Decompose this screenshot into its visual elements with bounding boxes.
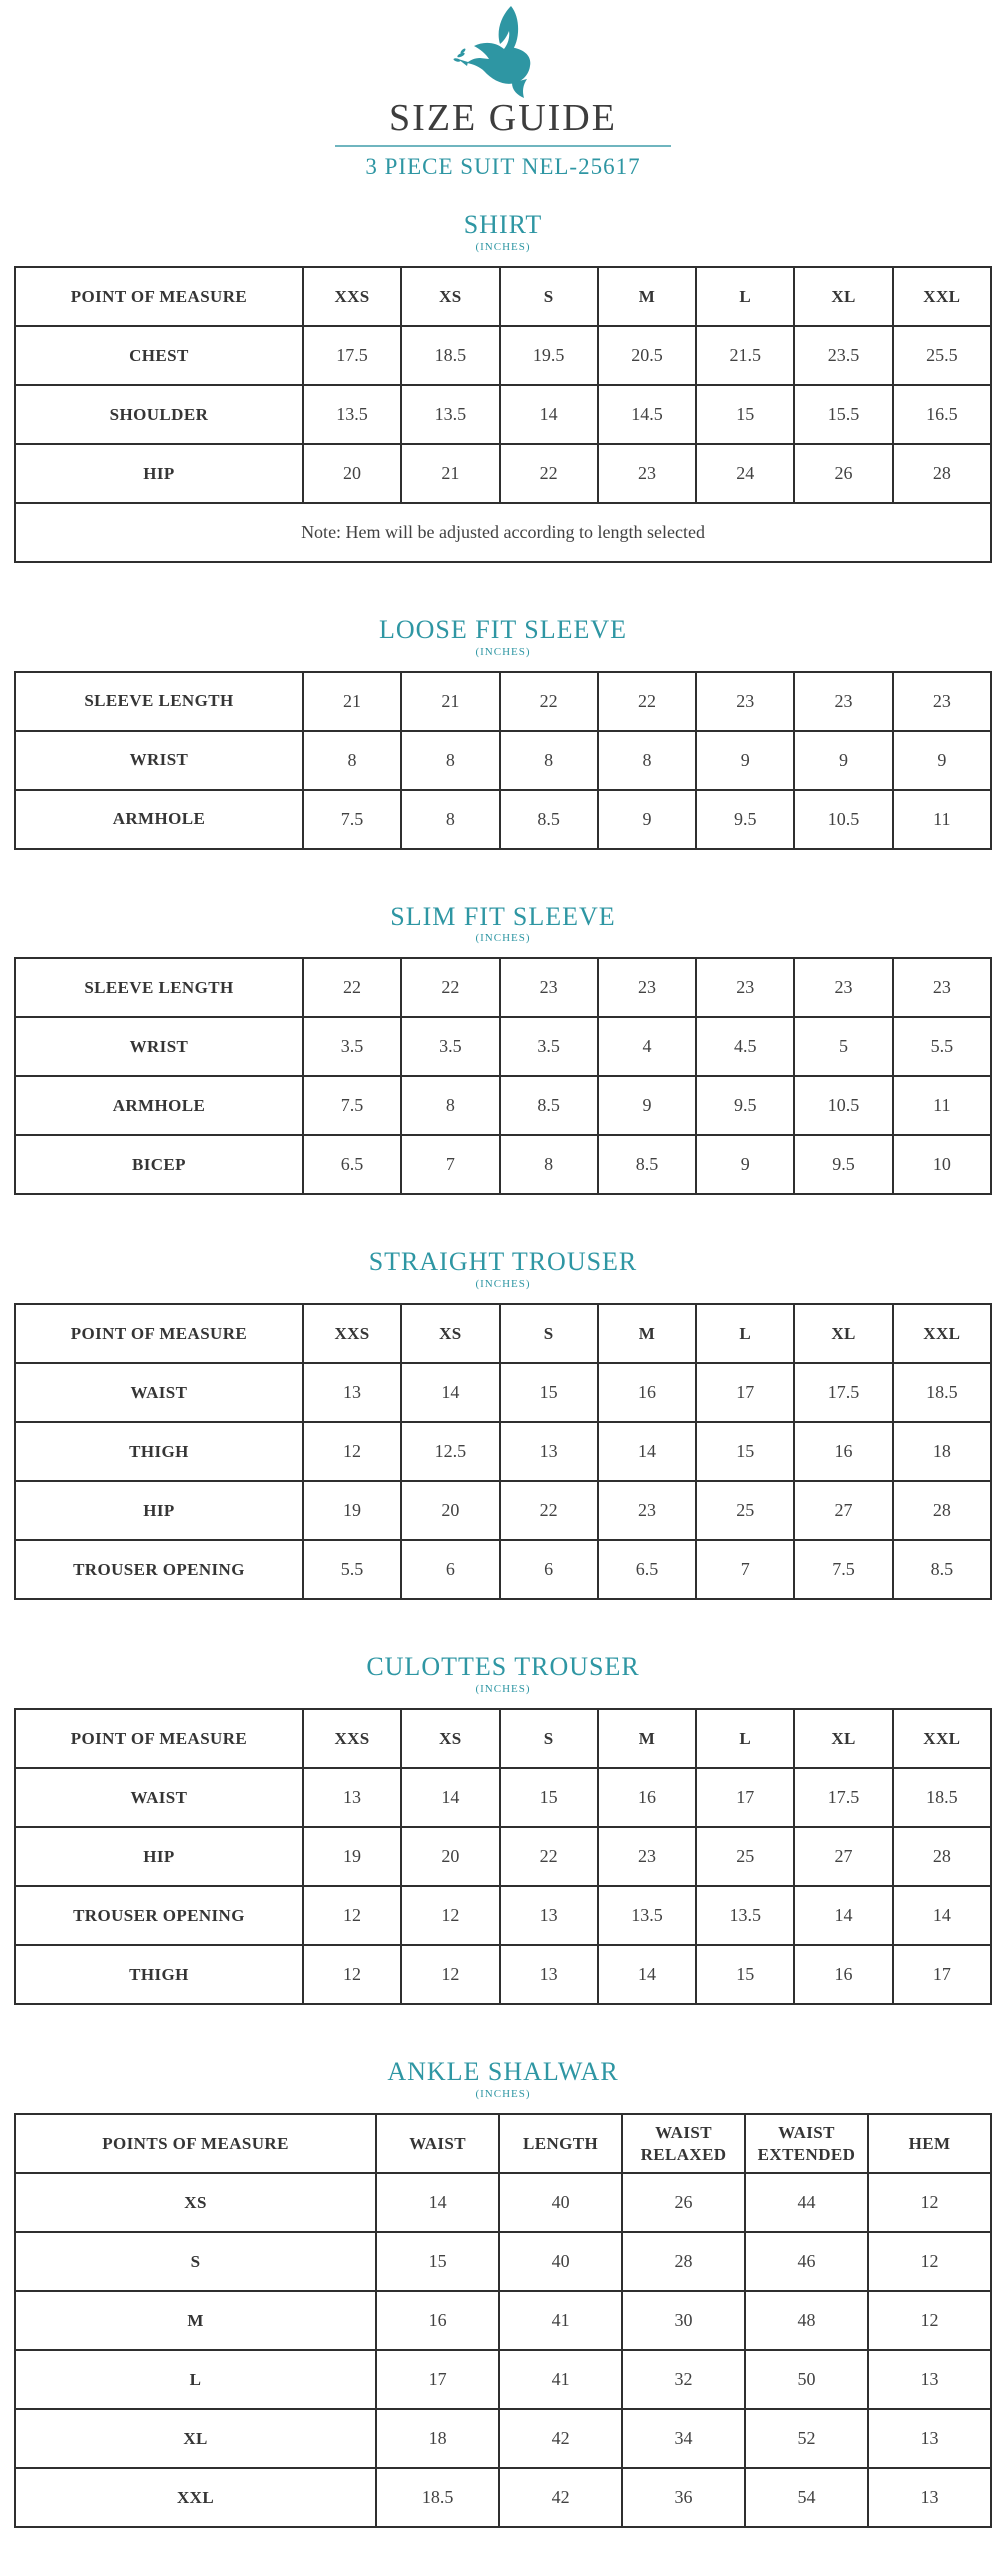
measure-value: 27 [794,1481,892,1540]
measure-value: 28 [893,444,991,503]
row-label: SHOULDER [15,385,303,444]
measure-value: 22 [401,958,499,1017]
measure-value: 5.5 [893,1017,991,1076]
table-row [15,2468,991,2527]
measure-value: 24 [696,444,794,503]
measure-value: 41 [499,2291,622,2350]
note-row [15,503,991,562]
measure-value: 28 [893,1827,991,1886]
column-header: S [500,267,598,326]
measure-value: 27 [794,1827,892,1886]
measure-value: 12 [401,1886,499,1945]
column-header: M [598,1304,696,1363]
measure-value: 28 [622,2232,745,2291]
measure-value: 19.5 [500,326,598,385]
section-title: ANKLE SHALWAR [387,2057,619,2087]
row-label: WAIST [15,1363,303,1422]
measure-value: 22 [500,1827,598,1886]
measure-value: 18.5 [893,1363,991,1422]
measure-value: 4.5 [696,1017,794,1076]
measure-value: 19 [303,1481,401,1540]
size-guide-sections [14,210,992,2528]
measure-value: 13 [868,2409,991,2468]
column-header: XXS [303,267,401,326]
column-header: XXS [303,1304,401,1363]
column-header: WAIST RELAXED [622,2114,745,2173]
row-label: HIP [15,1827,303,1886]
measure-value: 18.5 [376,2468,499,2527]
measure-value: 13.5 [401,385,499,444]
measure-value: 8 [500,731,598,790]
section-straight-trouser [14,1247,992,1600]
table-note: Note: Hem will be adjusted according to length selected [15,503,991,562]
measure-value: 14 [598,1945,696,2004]
table-row [15,1945,991,2004]
measure-value: 18 [893,1422,991,1481]
measure-value: 13 [500,1886,598,1945]
measure-value: 22 [598,672,696,731]
column-header: XXL [893,1709,991,1768]
row-label: L [15,2350,376,2409]
measure-value: 25 [696,1481,794,1540]
measure-value: 14 [401,1363,499,1422]
column-header: POINT OF MEASURE [15,1304,303,1363]
measure-value: 8 [401,790,499,849]
table-row [15,1827,991,1886]
measure-value: 20 [401,1481,499,1540]
section-unit-label: (INCHES) [475,240,531,253]
measure-value: 15 [376,2232,499,2291]
measure-value: 44 [745,2173,868,2232]
section-title: STRAIGHT TROUSER [368,1247,638,1277]
section-title: LOOSE FIT SLEEVE [378,614,628,644]
measure-value: 22 [500,672,598,731]
column-header: POINT OF MEASURE [15,1709,303,1768]
measure-value: 6 [401,1540,499,1599]
section-unit-label: (INCHES) [475,1683,531,1696]
size-table [14,671,992,850]
column-header: HEM [868,2114,991,2173]
table-row [15,1768,991,1827]
measure-value: 13 [868,2350,991,2409]
column-header: XXS [303,1709,401,1768]
measure-value: 12 [303,1886,401,1945]
column-header: XS [401,1709,499,1768]
row-label: CHEST [15,326,303,385]
column-header: S [500,1709,598,1768]
measure-value: 30 [622,2291,745,2350]
measure-value: 9.5 [696,790,794,849]
measure-value: 10.5 [794,790,892,849]
table-row [15,385,991,444]
measure-value: 13 [500,1422,598,1481]
row-label: M [15,2291,376,2350]
measure-value: 14 [893,1886,991,1945]
measure-value: 23 [598,1481,696,1540]
measure-value: 17.5 [794,1768,892,1827]
column-header: WAIST [376,2114,499,2173]
row-label: THIGH [15,1422,303,1481]
size-table [14,266,992,563]
column-header: XXL [893,267,991,326]
section-culottes-trouser [14,1652,992,2005]
measure-value: 9 [598,1076,696,1135]
measure-value: 26 [622,2173,745,2232]
measure-value: 12 [868,2173,991,2232]
row-label: THIGH [15,1945,303,2004]
measure-value: 16 [598,1768,696,1827]
size-table [14,1303,992,1600]
measure-value: 8.5 [893,1540,991,1599]
table-row [15,731,991,790]
table-row [15,790,991,849]
column-header: L [696,1304,794,1363]
measure-value: 16 [598,1363,696,1422]
table-row [15,958,991,1017]
table-row [15,1886,991,1945]
measure-value: 23 [794,958,892,1017]
column-header: XL [794,1709,892,1768]
size-table [14,957,992,1195]
measure-value: 18 [376,2409,499,2468]
measure-value: 23 [598,1827,696,1886]
measure-value: 23.5 [794,326,892,385]
row-label: BICEP [15,1135,303,1194]
measure-value: 25 [696,1827,794,1886]
table-row [15,1135,991,1194]
measure-value: 14 [376,2173,499,2232]
measure-value: 9 [598,790,696,849]
measure-value: 20 [303,444,401,503]
measure-value: 7.5 [303,790,401,849]
measure-value: 54 [745,2468,868,2527]
measure-value: 42 [499,2409,622,2468]
measure-value: 28 [893,1481,991,1540]
table-row [15,2350,991,2409]
measure-value: 8.5 [500,790,598,849]
section-ankle-shalwar [14,2057,992,2528]
measure-value: 7 [401,1135,499,1194]
measure-value: 15 [500,1768,598,1827]
section-loose-fit-sleeve [14,615,992,850]
measure-value: 12.5 [401,1422,499,1481]
measure-value: 20 [401,1827,499,1886]
table-row [15,1363,991,1422]
measure-value: 23 [500,958,598,1017]
measure-value: 21 [303,672,401,731]
brand-header [14,6,992,180]
column-header: POINTS OF MEASURE [15,2114,376,2173]
measure-value: 26 [794,444,892,503]
section-unit-label: (INCHES) [475,1278,531,1291]
measure-value: 20.5 [598,326,696,385]
measure-value: 14 [500,385,598,444]
section-shirt [14,210,992,563]
row-label: XS [15,2173,376,2232]
measure-value: 23 [696,672,794,731]
measure-value: 7 [696,1540,794,1599]
measure-value: 17.5 [794,1363,892,1422]
measure-value: 3.5 [401,1017,499,1076]
measure-value: 16 [794,1422,892,1481]
measure-value: 9 [794,731,892,790]
section-unit-label: (INCHES) [475,645,531,658]
measure-value: 12 [401,1945,499,2004]
column-header: XXL [893,1304,991,1363]
measure-value: 18.5 [893,1768,991,1827]
measure-value: 23 [696,958,794,1017]
size-table [14,2113,992,2528]
measure-value: 21.5 [696,326,794,385]
section-unit-label: (INCHES) [475,2088,531,2101]
table-header-row [15,1304,991,1363]
row-label: S [15,2232,376,2291]
measure-value: 17 [696,1768,794,1827]
table-row [15,326,991,385]
section-slim-fit-sleeve [14,902,992,1196]
measure-value: 25.5 [893,326,991,385]
measure-value: 15 [696,1945,794,2004]
column-header: XL [794,1304,892,1363]
measure-value: 13.5 [598,1886,696,1945]
measure-value: 14 [401,1768,499,1827]
measure-value: 9 [696,731,794,790]
measure-value: 9.5 [794,1135,892,1194]
measure-value: 3.5 [303,1017,401,1076]
section-title: SLIM FIT SLEEVE [390,901,616,931]
measure-value: 22 [500,1481,598,1540]
measure-value: 12 [303,1945,401,2004]
measure-value: 17 [696,1363,794,1422]
measure-value: 16 [794,1945,892,2004]
table-row [15,1076,991,1135]
row-label: XXL [15,2468,376,2527]
section-unit-label: (INCHES) [475,932,531,945]
measure-value: 17 [376,2350,499,2409]
measure-value: 7.5 [794,1540,892,1599]
measure-value: 10 [893,1135,991,1194]
table-row [15,1540,991,1599]
row-label: WAIST [15,1768,303,1827]
table-header-row [15,2114,991,2173]
measure-value: 34 [622,2409,745,2468]
measure-value: 10.5 [794,1076,892,1135]
column-header: XS [401,1304,499,1363]
measure-value: 8 [401,1076,499,1135]
title-divider [335,145,671,147]
measure-value: 15.5 [794,385,892,444]
measure-value: 52 [745,2409,868,2468]
table-row [15,2173,991,2232]
column-header: WAIST EXTENDED [745,2114,868,2173]
section-title: SHIRT [463,209,543,239]
column-header: XS [401,267,499,326]
measure-value: 13.5 [303,385,401,444]
table-row [15,2409,991,2468]
table-row [15,444,991,503]
measure-value: 21 [401,444,499,503]
measure-value: 23 [598,958,696,1017]
measure-value: 5 [794,1017,892,1076]
measure-value: 4 [598,1017,696,1076]
measure-value: 21 [401,672,499,731]
row-label: WRIST [15,731,303,790]
table-header-row [15,267,991,326]
measure-value: 14 [598,1422,696,1481]
measure-value: 14 [794,1886,892,1945]
row-label: TROUSER OPENING [15,1886,303,1945]
measure-value: 8.5 [598,1135,696,1194]
measure-value: 8 [598,731,696,790]
measure-value: 18.5 [401,326,499,385]
row-label: WRIST [15,1017,303,1076]
measure-value: 15 [500,1363,598,1422]
column-header: LENGTH [499,2114,622,2173]
measure-value: 46 [745,2232,868,2291]
measure-value: 11 [893,1076,991,1135]
measure-value: 13 [868,2468,991,2527]
measure-value: 23 [893,672,991,731]
measure-value: 8 [401,731,499,790]
measure-value: 3.5 [500,1017,598,1076]
measure-value: 17.5 [303,326,401,385]
measure-value: 9 [893,731,991,790]
measure-value: 36 [622,2468,745,2527]
column-header: L [696,1709,794,1768]
measure-value: 50 [745,2350,868,2409]
measure-value: 15 [696,1422,794,1481]
dove-logo-icon [448,6,558,98]
measure-value: 12 [868,2291,991,2350]
section-title: CULOTTES TROUSER [366,1652,640,1682]
column-header: M [598,267,696,326]
measure-value: 14.5 [598,385,696,444]
measure-value: 12 [868,2232,991,2291]
measure-value: 13 [303,1363,401,1422]
measure-value: 13.5 [696,1886,794,1945]
measure-value: 23 [794,672,892,731]
measure-value: 6.5 [303,1135,401,1194]
row-label: ARMHOLE [15,1076,303,1135]
row-label: SLEEVE LENGTH [15,958,303,1017]
measure-value: 6.5 [598,1540,696,1599]
table-row [15,1422,991,1481]
table-row [15,2291,991,2350]
measure-value: 48 [745,2291,868,2350]
measure-value: 32 [622,2350,745,2409]
measure-value: 8.5 [500,1076,598,1135]
measure-value: 8 [500,1135,598,1194]
row-label: HIP [15,1481,303,1540]
measure-value: 22 [303,958,401,1017]
measure-value: 5.5 [303,1540,401,1599]
table-header-row [15,1709,991,1768]
row-label: HIP [15,444,303,503]
measure-value: 13 [303,1768,401,1827]
measure-value: 22 [500,444,598,503]
measure-value: 9.5 [696,1076,794,1135]
row-label: ARMHOLE [15,790,303,849]
row-label: XL [15,2409,376,2468]
measure-value: 23 [598,444,696,503]
measure-value: 40 [499,2173,622,2232]
size-table [14,1708,992,2005]
measure-value: 6 [500,1540,598,1599]
column-header: POINT OF MEASURE [15,267,303,326]
measure-value: 23 [893,958,991,1017]
column-header: M [598,1709,696,1768]
measure-value: 13 [500,1945,598,2004]
page-title: SIZE GUIDE [389,97,617,139]
measure-value: 9 [696,1135,794,1194]
measure-value: 41 [499,2350,622,2409]
column-header: L [696,267,794,326]
measure-value: 11 [893,790,991,849]
measure-value: 8 [303,731,401,790]
column-header: XL [794,267,892,326]
row-label: SLEEVE LENGTH [15,672,303,731]
table-row [15,2232,991,2291]
table-row [15,1481,991,1540]
measure-value: 17 [893,1945,991,2004]
measure-value: 7.5 [303,1076,401,1135]
row-label: TROUSER OPENING [15,1540,303,1599]
measure-value: 12 [303,1422,401,1481]
column-header: S [500,1304,598,1363]
measure-value: 16.5 [893,385,991,444]
measure-value: 40 [499,2232,622,2291]
measure-value: 42 [499,2468,622,2527]
table-row [15,1017,991,1076]
product-subtitle: 3 PIECE SUIT NEL-25617 [365,153,641,179]
measure-value: 16 [376,2291,499,2350]
measure-value: 15 [696,385,794,444]
measure-value: 19 [303,1827,401,1886]
table-row [15,672,991,731]
